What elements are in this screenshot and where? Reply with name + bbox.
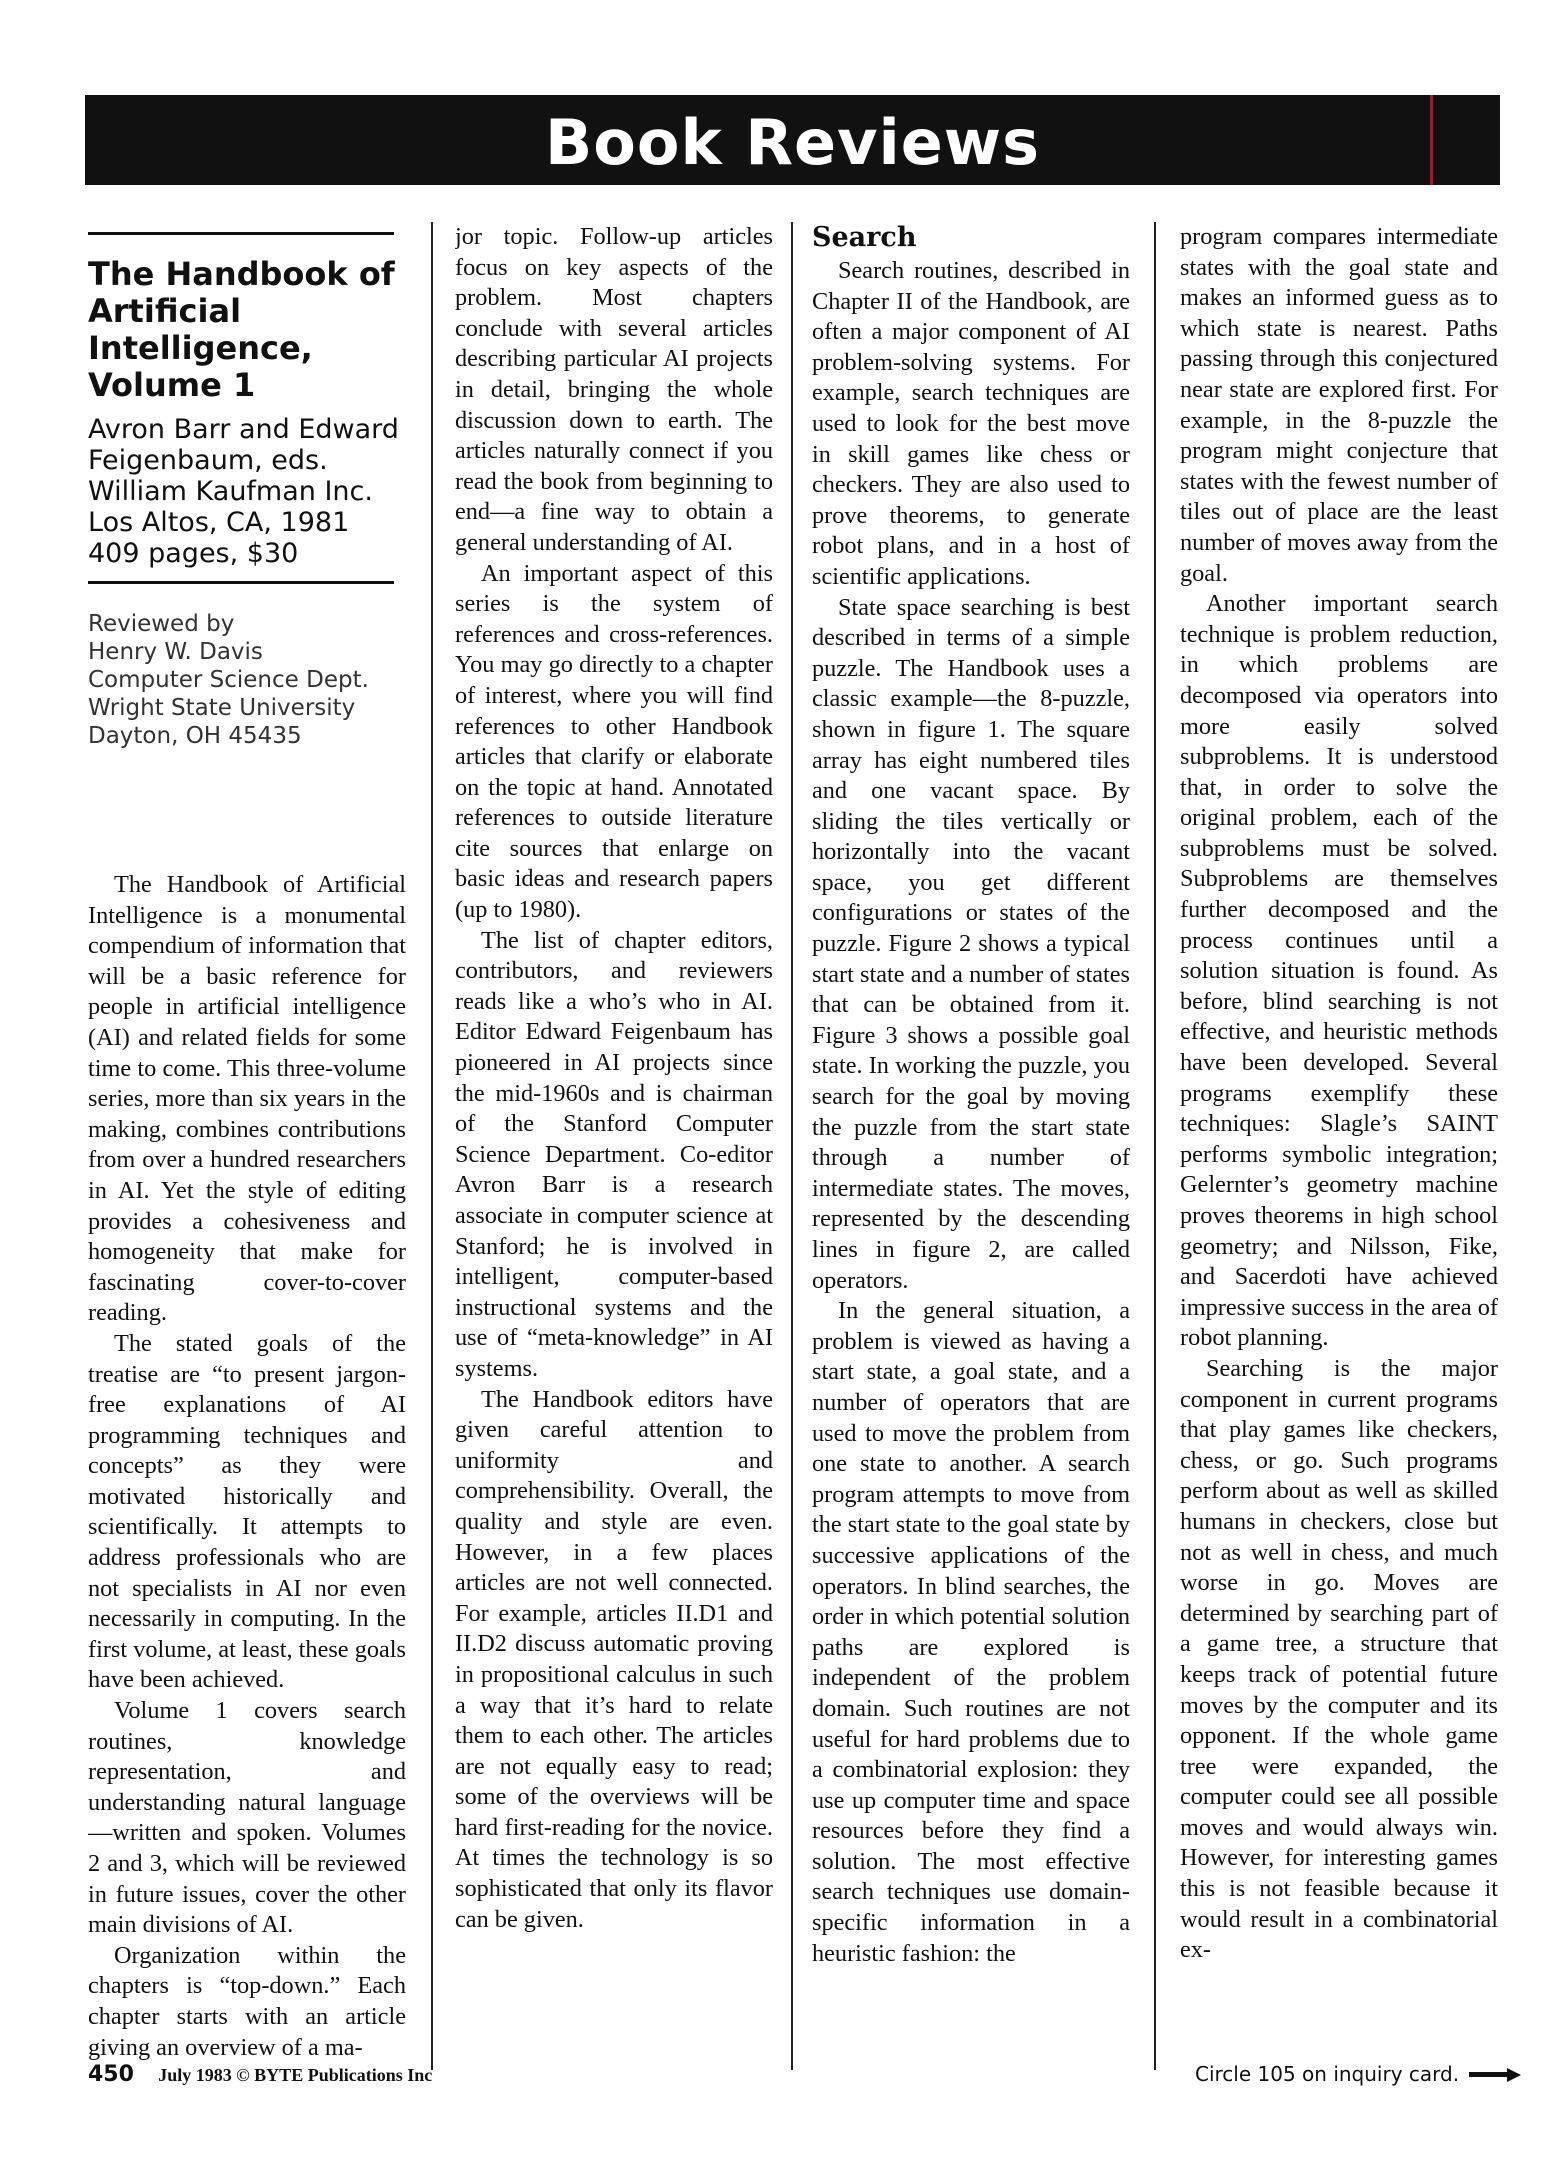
section-banner xyxy=(85,95,1500,185)
book-editors: Avron Barr and Edward xyxy=(88,414,399,445)
reviewer-university: Wright State University xyxy=(88,695,356,721)
paragraph: The Handbook of Artificial Intelligence is a monumental compendium of information that will be a basic reference for people in artificial intelligence (AI) and related fields for some time to come. This three-volume series, more than six years in the making, combines contributions from over a hundred researchers in AI. Yet the style of editing provides a cohesiveness and homogeneity that make for fascinating cover-to-cover reading. xyxy=(88,871,406,1327)
reviewer-label: Reviewed by xyxy=(88,611,235,637)
book-publisher: William Kaufman Inc. xyxy=(88,476,373,507)
column-4 xyxy=(1180,222,1498,2077)
column-3 xyxy=(812,222,1130,2077)
column-divider xyxy=(431,222,433,2070)
paragraph: Another important search technique is problem reduction, in which problems are decomposed via operators into more easily solved subproblems. It is understood that, in order to solve the original problem, each of the subproblems must be solved. Subproblems are themselves further decomposed and the process continues until a solution situation is found. As before, blind searching is not effective, and heuristic methods have been developed. Several programs exemplify these techniques: Slagle’s SAINT performs symbolic integration; Gelernter’s geometry machine proves theorems in high school geometry; and Nilsson, Fike, and Sacerdoti have achieved impressive success in the area of robot planning. xyxy=(1180,590,1498,1352)
reviewer-city: Dayton, OH 45435 xyxy=(88,723,302,749)
column-1 xyxy=(88,222,406,2077)
column-2 xyxy=(455,222,773,2077)
paragraph: An important aspect of this series is the system of references and cross-references. You may go directly to a chapter of interest, where you will find references to other Handbook articles that clarify or elaborate on the topic at hand. Annotated references to outside literature cite sources that enlarge on basic ideas and research papers (up to 1980). xyxy=(455,559,773,924)
paragraph: State space searching is best described in terms of a simple puzzle. The Handbook uses a classic example—the 8-puzzle, shown in figure 1. The square array has eight numbered tiles and one vacant space. By sliding the tiles vertically or horizontally into the vacant space, you get different configurations or states of the puzzle. Figure 2 shows a typical start state and a number of states that can be obtained from it. Figure 3 shows a possible goal state. In working the puzzle, you search for the goal by moving the puzzle from the start state through a number of intermediate states. The moves, represented by the descending lines in figure 2, are called operators. xyxy=(812,593,1130,1294)
paragraph: Volume 1 covers search routines, knowledge representation, and understanding natural language—written and spoken. Volumes 2 and 3, which will be reviewed in future issues, cover the other main divisions of AI. xyxy=(88,1697,406,1939)
reviewer-info xyxy=(88,610,406,750)
section-title: Book Reviews xyxy=(545,105,1040,179)
page-footer-right xyxy=(1195,2062,1521,2086)
column-divider xyxy=(1154,222,1156,2070)
book-details xyxy=(88,414,406,569)
reviewer-dept: Computer Science Dept. xyxy=(88,667,369,693)
paragraph: program compares intermediate states with the goal state and makes an informed guess as to which state is nearest. Paths passing through this conjectured near state are explored first. For example, in the 8-puzzle the program might conjecture that states with the fewest number of tiles out of place are the least number of moves away from the goal. xyxy=(1180,223,1498,587)
book-pages-price: 409 pages, $30 xyxy=(88,538,299,569)
paragraph: The stated goals of the treatise are “to present jargon-free explanations of AI programming techniques and concepts” as they were motivated historically and scientifically. It attempts to address professionals who are not specialists in AI nor even necessarily in computing. In the first volume, at least, these goals have been achieved. xyxy=(88,1329,406,1694)
paragraph: In the general situation, a problem is viewed as having a start state, a goal state, and a number of operators that are used to move the problem from one state to another. A search program attempts to move from the start state to the goal state by successive applications of the operators. In blind searches, the order in which potential solution paths are explored is independent of the problem domain. Such routines are not useful for hard problems due to a combinatorial explosion: they use up computer time and space resources before they find a solution. The most effective search techniques use domain-specific information in a heuristic fashion: the xyxy=(812,1297,1130,1967)
paragraph: jor topic. Follow-up articles focus on key aspects of the problem. Most chapters conclude with several articles describing particular AI projects in detail, bringing the whole discussion down to earth. The articles naturally connect if you read the book from beginning to end—a fine way to obtain a general understanding of AI. xyxy=(455,223,773,556)
banner-accent-line xyxy=(1430,95,1433,185)
column-divider xyxy=(791,222,793,2070)
paragraph: The list of chapter editors, contributors, and reviewers reads like a who’s who in AI. Editor Edward Feigenbaum has pioneered in AI projects since the mid-1960s and is chairman of the Stanford Computer Science Department. Co-editor Avron Barr is a research associate in computer science at Stanford; he is involved in intelligent, computer-based instructional systems and the use of “meta-knowledge” in AI systems. xyxy=(455,926,773,1382)
book-title: The Handbook of Artificial Intelligence, Volume 1 xyxy=(88,255,395,404)
paragraph: The Handbook editors have given careful attention to uniformity and comprehensibility. Overall, the quality and style are even. However, in a few places articles are not well connected. For example, articles II.D1 and II.D2 discuss automatic proving in propositional calculus in such a way that it’s hard to relate them to each other. The articles are not equally easy to read; some of the overviews will be hard first-reading for the novice. At times the technology is so sophisticated that only its flavor can be given. xyxy=(455,1385,773,1933)
paragraph: Searching is the major component in current programs that play games like checkers, chess, or go. Such programs perform about as well as skilled humans in checkers, close but not as well in chess, and much worse in go. Moves are determined by searching part of a game tree, a structure that keeps track of potential future moves by the computer and its opponent. If the whole game tree were expanded, the computer could see all possible moves and would always win. However, for interesting games this is not feasible because it would result in a combinatorial ex- xyxy=(1180,1354,1498,1964)
paragraph: Organization within the chapters is “top-down.” Each chapter starts with an article giving an overview of a ma- xyxy=(88,1941,406,2061)
issue-info: July 1983 © BYTE Publications Inc xyxy=(158,2065,433,2085)
page-footer-left xyxy=(88,2062,432,2087)
book-location: Los Altos, CA, 1981 xyxy=(88,507,350,538)
book-editors-cont: Feigenbaum, eds. xyxy=(88,445,328,476)
section-heading-search: Search xyxy=(812,222,917,253)
title-rule-bottom xyxy=(88,581,394,584)
arrow-right-icon xyxy=(1469,2068,1521,2080)
inquiry-text: Circle 105 on inquiry card. xyxy=(1195,2062,1460,2086)
paragraph: Search routines, described in Chapter II of the Handbook, are often a major component of AI problem-solving systems. For example, search techniques are used to look for the best move in skill games like chess or checkers. They are also used to prove theorems, to generate robot plans, and in a host of scientific applications. xyxy=(812,257,1130,590)
page-number: 450 xyxy=(88,2062,134,2087)
reviewer-name: Henry W. Davis xyxy=(88,639,263,665)
